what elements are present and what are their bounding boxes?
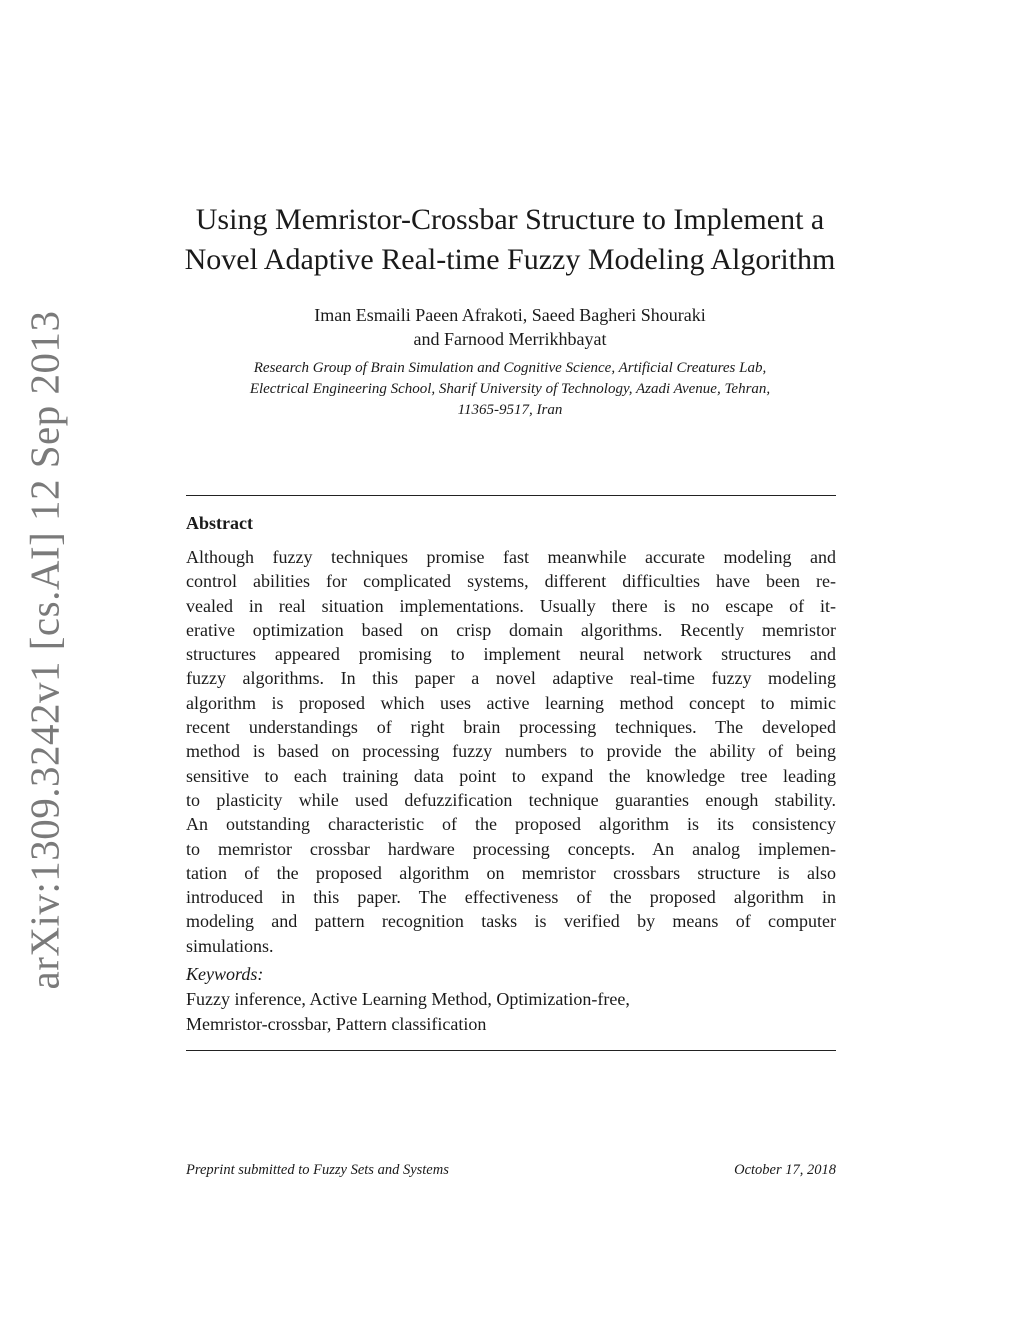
abstract-line: to memristor crossbar hardware processing concepts. An analog implemen- (186, 838, 836, 859)
affiliation (150, 358, 870, 421)
abstract-line: Although fuzzy techniques promise fast meanwhile accurate modeling and (186, 547, 836, 567)
title-line-1: Using Memristor-Crossbar Structure to Implement a (195, 203, 825, 236)
paper-title (150, 200, 870, 280)
title-line-2: Novel Adaptive Real-time Fuzzy Modeling Algorithm (184, 243, 836, 276)
abstract-line: vealed in real situation implementations. Usually there is no escape of it- (186, 595, 836, 616)
abstract-line: simulations. (186, 935, 274, 956)
abstract-line: control abilities for complicated systems, different difficulties have been re- (186, 571, 836, 592)
footer-date: October 17, 2018 (734, 1162, 836, 1178)
keywords-label: Keywords: (186, 964, 264, 984)
abstract-line: modeling and pattern recognition tasks is verified by means of computer (186, 911, 836, 932)
abstract-line: fuzzy algorithms. In this paper a novel adaptive real-time fuzzy modeling (186, 668, 836, 689)
abstract-line: structures appeared promising to implement neural network structures and (186, 644, 836, 665)
abstract-line: An outstanding characteristic of the proposed algorithm is its consistency (186, 814, 836, 835)
affiliation-line-2: Electrical Engineering School, Sharif University of Technology, Azadi Avenue, Tehran, (249, 381, 771, 397)
abstract-heading: Abstract (186, 513, 253, 533)
authors-line-1: Iman Esmaili Paeen Afrakoti, Saeed Bagheri Shouraki (314, 305, 706, 325)
abstract-line: sensitive to each training data point to expand the knowledge tree leading (186, 765, 836, 786)
affiliation-line-1: Research Group of Brain Simulation and Cognitive Science, Artificial Creatures Lab, (253, 360, 767, 376)
keywords-list (186, 987, 630, 1036)
abstract-line: introduced in this paper. The effectiveness of the proposed algorithm in (186, 887, 836, 908)
abstract-line: recent understandings of right brain processing techniques. The developed (186, 717, 836, 738)
abstract-line: to plasticity while used defuzzification technique guaranties enough stability. (186, 789, 836, 810)
abstract-top-rule (186, 495, 836, 496)
abstract-line: algorithm is proposed which uses active learning method concept to mimic (186, 692, 836, 713)
arxiv-identifier-stamp (10, 310, 78, 990)
abstract-line: tation of the proposed algorithm on memristor crossbars structure is also (186, 862, 836, 883)
abstract-bottom-rule (186, 1050, 836, 1051)
preprint-note: Preprint submitted to Fuzzy Sets and Systems (186, 1162, 449, 1178)
keywords-line-2: Memristor-crossbar, Pattern classification (186, 1013, 487, 1034)
author-list (150, 303, 870, 351)
affiliation-line-3: 11365-9517, Iran (457, 402, 563, 418)
arxiv-identifier-text: arXiv:1309.3242v1 [cs.AI] 12 Sep 2013 (21, 310, 67, 990)
abstract-line: method is based on processing fuzzy numbers to provide the ability of being (186, 741, 836, 762)
page-footer (186, 1160, 836, 1180)
authors-line-2: and Farnood Merrikhbayat (413, 329, 607, 349)
abstract-body (186, 545, 836, 958)
keywords-line-1: Fuzzy inference, Active Learning Method, Optimization-free, (186, 989, 630, 1009)
abstract-line: erative optimization based on crisp domain algorithms. Recently memristor (186, 619, 836, 640)
